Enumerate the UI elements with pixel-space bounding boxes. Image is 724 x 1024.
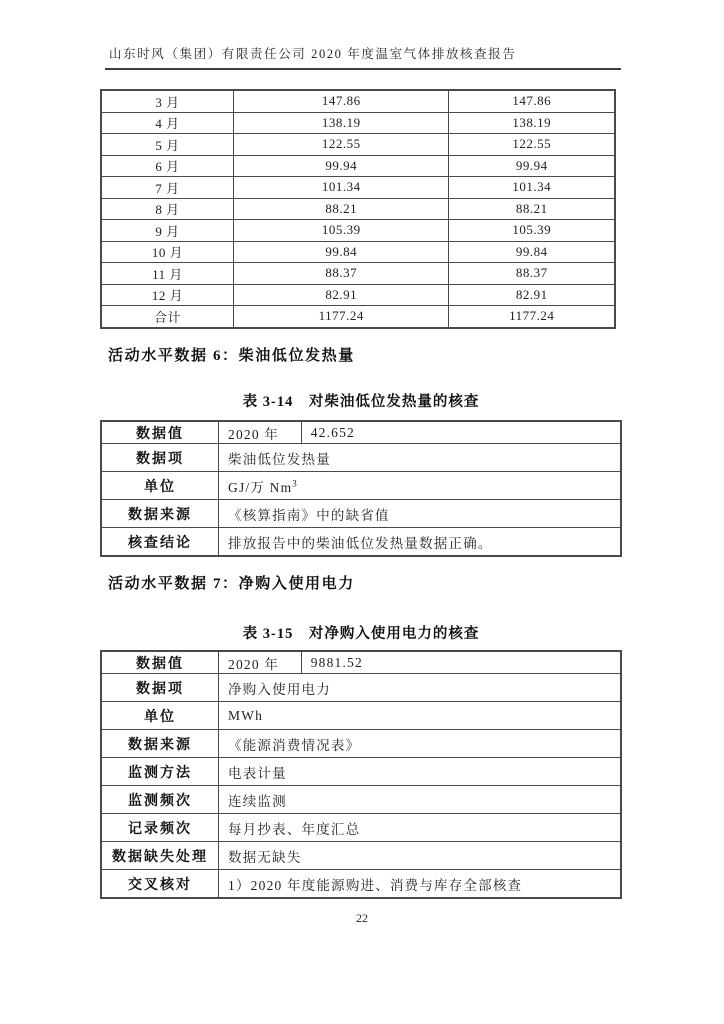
reported-value-cell: 88.37	[234, 263, 449, 285]
row-value-cell: 每月抄表、年度汇总	[219, 814, 621, 842]
row-label-cell: 数据值	[101, 421, 219, 444]
year-cell: 2020 年	[219, 421, 302, 444]
row-value-cell: 1）2020 年度能源购进、消费与库存全部核查	[219, 870, 621, 899]
row-value-cell	[219, 472, 621, 500]
section-heading-activity-data-7: 活动水平数据 7：净购入使用电力	[108, 576, 355, 592]
table-row-total	[101, 306, 615, 328]
row-value-cell: 《能源消费情况表》	[219, 730, 621, 758]
unit-text: GJ/万 Nm	[228, 479, 293, 495]
row-label-cell: 交叉核对	[101, 870, 219, 899]
table-row	[101, 870, 621, 899]
verified-value-cell: 99.94	[449, 155, 615, 177]
verified-total-cell: 1177.24	[449, 306, 615, 328]
row-label-cell: 数据缺失处理	[101, 842, 219, 870]
page-header	[105, 44, 621, 70]
table-row	[101, 702, 621, 730]
table-row	[101, 758, 621, 786]
table-row	[101, 198, 615, 220]
section-heading-activity-data-6: 活动水平数据 6：柴油低位发热量	[108, 348, 355, 364]
month-cell: 10 月	[101, 241, 234, 263]
row-value-cell: 数据无缺失	[219, 842, 621, 870]
row-value-cell: 《核算指南》中的缺省值	[219, 500, 621, 528]
table-row	[101, 241, 615, 263]
reported-value-cell: 138.19	[234, 112, 449, 134]
month-cell: 11 月	[101, 263, 234, 285]
data-value-cell: 42.652	[301, 421, 621, 444]
table-row	[101, 177, 615, 199]
month-cell: 7 月	[101, 177, 234, 199]
table-row	[101, 674, 621, 702]
table-row	[101, 786, 621, 814]
row-label-cell: 监测频次	[101, 786, 219, 814]
month-cell: 6 月	[101, 155, 234, 177]
table-3-15-title: 表 3-15 对净购入使用电力的核查	[242, 626, 480, 642]
row-label-cell: 数据值	[101, 651, 219, 674]
reported-value-cell: 99.84	[234, 241, 449, 263]
table-row	[101, 263, 615, 285]
verified-value-cell: 105.39	[449, 220, 615, 242]
verified-value-cell: 88.37	[449, 263, 615, 285]
row-label-cell: 数据项	[101, 444, 219, 472]
table-row	[101, 472, 621, 500]
month-cell: 12 月	[101, 284, 234, 306]
table-3-15	[100, 650, 622, 899]
report-title: 山东时风（集团）有限责任公司 2020 年度温室气体排放核查报告	[109, 47, 517, 61]
reported-value-cell: 105.39	[234, 220, 449, 242]
verified-value-cell: 99.84	[449, 241, 615, 263]
table-row	[101, 220, 615, 242]
month-cell: 5 月	[101, 134, 234, 156]
table-row	[101, 842, 621, 870]
month-cell: 3 月	[101, 90, 234, 112]
row-label-cell: 数据来源	[101, 730, 219, 758]
reported-value-cell: 147.86	[234, 90, 449, 112]
reported-value-cell: 99.94	[234, 155, 449, 177]
table-row	[101, 651, 621, 674]
table-row	[101, 730, 621, 758]
page-number: 22	[356, 911, 368, 925]
verified-value-cell: 147.86	[449, 90, 615, 112]
verified-value-cell: 138.19	[449, 112, 615, 134]
row-value-cell: 电表计量	[219, 758, 621, 786]
verified-value-cell: 122.55	[449, 134, 615, 156]
total-label-cell: 合计	[101, 306, 234, 328]
unit-superscript: 3	[292, 478, 297, 488]
table-row	[101, 134, 615, 156]
reported-value-cell: 122.55	[234, 134, 449, 156]
table-row	[101, 500, 621, 528]
row-value-cell: MWh	[219, 702, 621, 730]
row-label-cell: 单位	[101, 472, 219, 500]
row-label-cell: 单位	[101, 702, 219, 730]
row-label-cell: 记录频次	[101, 814, 219, 842]
row-label-cell: 核查结论	[101, 528, 219, 557]
table-row	[101, 284, 615, 306]
row-label-cell: 数据项	[101, 674, 219, 702]
reported-value-cell: 101.34	[234, 177, 449, 199]
row-value-cell: 排放报告中的柴油低位发热量数据正确。	[219, 528, 621, 557]
row-label-cell: 监测方法	[101, 758, 219, 786]
table-row	[101, 112, 615, 134]
row-value-cell: 柴油低位发热量	[219, 444, 621, 472]
verified-value-cell: 101.34	[449, 177, 615, 199]
table-row	[101, 814, 621, 842]
monthly-values-table	[100, 89, 616, 329]
table-row	[101, 444, 621, 472]
year-cell: 2020 年	[219, 651, 302, 674]
reported-total-cell: 1177.24	[234, 306, 449, 328]
table-3-14-title: 表 3-14 对柴油低位发热量的核查	[242, 394, 480, 410]
table-row	[101, 155, 615, 177]
verified-value-cell: 88.21	[449, 198, 615, 220]
row-value-cell: 连续监测	[219, 786, 621, 814]
verified-value-cell: 82.91	[449, 284, 615, 306]
month-cell: 8 月	[101, 198, 234, 220]
table-row	[101, 421, 621, 444]
reported-value-cell: 82.91	[234, 284, 449, 306]
table-row	[101, 90, 615, 112]
month-cell: 9 月	[101, 220, 234, 242]
month-cell: 4 月	[101, 112, 234, 134]
data-value-cell: 9881.52	[301, 651, 621, 674]
table-3-14	[100, 420, 622, 557]
row-value-cell: 净购入使用电力	[219, 674, 621, 702]
table-row	[101, 528, 621, 557]
reported-value-cell: 88.21	[234, 198, 449, 220]
row-label-cell: 数据来源	[101, 500, 219, 528]
